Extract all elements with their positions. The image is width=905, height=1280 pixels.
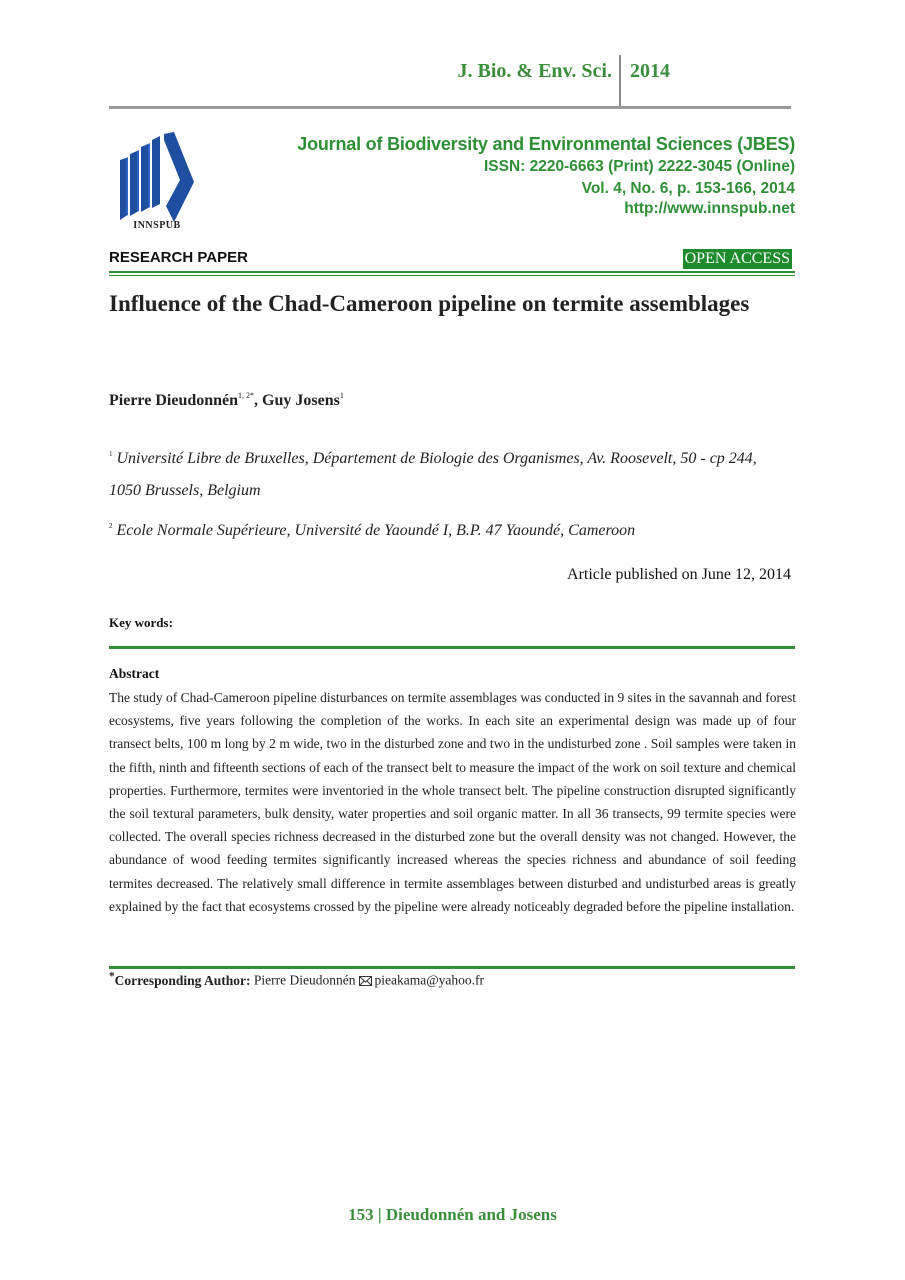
journal-issn: ISSN: 2220-6663 (Print) 2222-3045 (Online): [484, 158, 795, 175]
corresponding-email-link[interactable]: pieakama@yahoo.fr: [374, 972, 485, 988]
corresponding-label: Corresponding Author:: [114, 972, 251, 988]
abstract-heading: Abstract: [109, 666, 160, 681]
corresponding-name: Pierre Dieudonnén: [253, 972, 356, 988]
corresponding-author: [109, 970, 484, 989]
author-list: [109, 391, 344, 410]
author-separator: ,: [254, 392, 263, 409]
open-access-badge: OPEN ACCESS: [684, 250, 790, 267]
author-name: Guy Josens: [262, 392, 340, 409]
affiliation: [109, 510, 769, 547]
innspub-logo-icon: [114, 130, 200, 234]
abstract-rule: [109, 966, 795, 969]
corresponding-marker: *: [109, 970, 115, 982]
affiliation-number: 1: [109, 450, 113, 458]
abstract-text: The study of Chad-Cameroon pipeline disturbances on termite assemblages was conducted in 9 sites in the savannah and forest ecosystems, five years following the completion of the works. In each site an experimental design was made up of four transect belts, 100 m long by 2 m wide, two in the disturbed zone and two in the undisturbed zone . Soil samples were taken in the fifth, ninth and fifteenth sections of each of the transect belt to measure the impact of the work on soil texture and chemical properties. Furthermore, termites were inventoried in the whole transect belt. The pipeline construction disrupted significantly the soil textural parameters, bulk density, water properties and soil organic matter. In all 36 transects, 99 termite species were collected. The overall species richness decreased in the disturbed zone but the overall density was not changed. However, the abundance of wood feeding termites significantly increased whereas the species richness and abundance of soil feeding termites decreased. The relatively small difference in termite assemblages between disturbed and undisturbed areas is greatly explained by the fact that ecosystems crossed by the pipeline were already noticeably degraded before the pipeline installation.: [109, 690, 796, 914]
running-header-year: 2014: [630, 60, 670, 82]
journal-volume: Vol. 4, No. 6, p. 153-166, 2014: [581, 180, 795, 197]
envelope-icon: [359, 976, 372, 986]
author-affiliation-marker: 1, 2*: [238, 391, 255, 400]
affiliation-text: Université Libre de Bruxelles, Département de Biologie des Organismes, Av. Roosevelt, 50 - cp 244, 1050 Brussels, Belgium: [109, 450, 757, 499]
logo-text: INNSPUB: [133, 220, 181, 231]
author-name: Pierre Dieudonnén: [109, 392, 239, 409]
affiliation-text: Ecole Normale Supérieure, Université de Yaoundé I, B.P. 47 Yaoundé, Cameroon: [116, 522, 636, 539]
header-divider: [619, 55, 621, 107]
section-rule: [109, 271, 795, 273]
page-footer: 153 | Dieudonnén and Josens: [348, 1205, 557, 1224]
publication-date: Article published on June 12, 2014: [567, 566, 791, 583]
affiliation-number: 2: [109, 522, 113, 530]
section-rule-thin: [109, 275, 795, 276]
keywords-label: Key words:: [109, 615, 173, 630]
running-header-journal: J. Bio. & Env. Sci.: [457, 60, 612, 82]
paper-title: Influence of the Chad-Cameroon pipeline on termite assemblages: [109, 291, 750, 316]
journal-url-link[interactable]: http://www.innspub.net: [624, 200, 795, 217]
author-affiliation-marker: 1: [339, 391, 344, 400]
header-rule: [109, 106, 791, 109]
affiliation: [109, 438, 769, 507]
keywords-rule: [109, 646, 795, 649]
paper-type-label: RESEARCH PAPER: [109, 249, 248, 266]
journal-title: Journal of Biodiversity and Environmental Sciences (JBES): [297, 134, 795, 154]
